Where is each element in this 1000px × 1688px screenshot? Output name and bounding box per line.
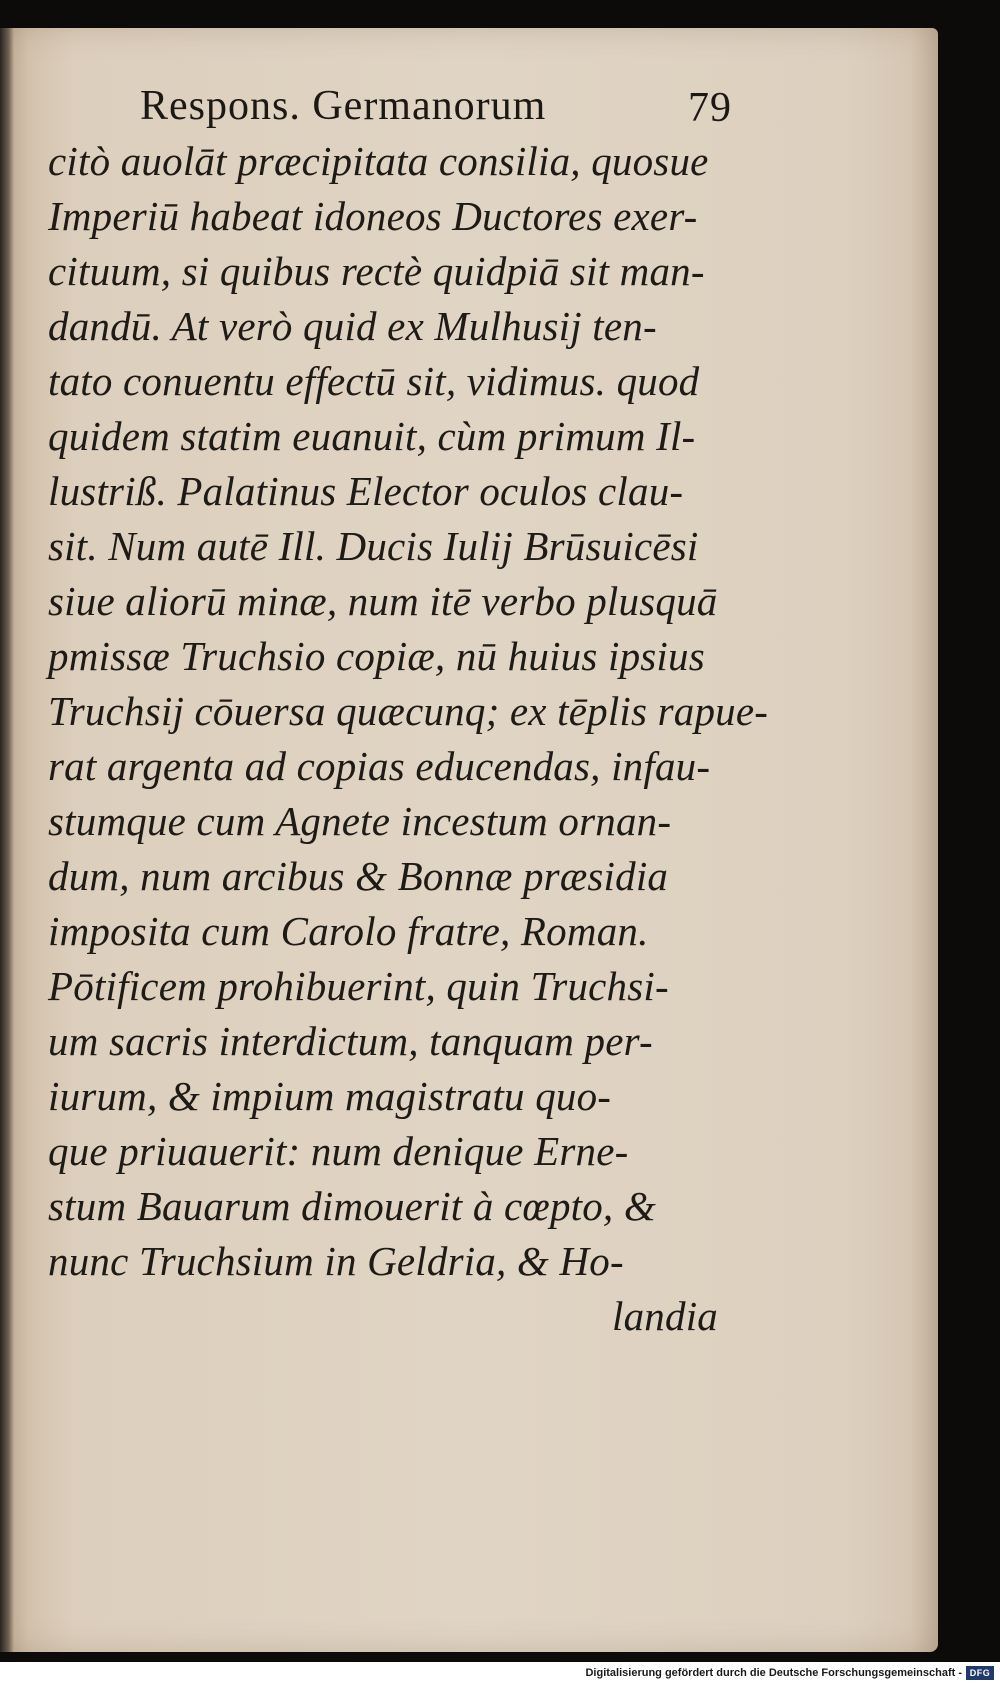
text-line: citò auolāt præcipitata consilia, quosue [48, 138, 709, 184]
catchword: landia [612, 1293, 718, 1339]
running-header [140, 82, 740, 132]
text-line: stum Bauarum dimouerit à cœpto, & [48, 1183, 656, 1229]
text-line: rat argenta ad copias educendas, infau- [48, 743, 711, 789]
text-line: tato conuentu effectū sit, vidimus. quod [48, 358, 700, 404]
dfg-logo: DFG [966, 1666, 994, 1680]
text-line: cituum, si quibus rectè quidpiā sit man- [48, 248, 705, 294]
text-line: lustriß. Palatinus Elector oculos clau- [48, 468, 684, 514]
text-line: siue aliorū minæ, num itē verbo plusquā [48, 578, 718, 624]
text-line: dum, num arcibus & Bonnæ præsidia [48, 853, 669, 899]
text-line: Imperiū habeat idoneos Ductores exer- [48, 193, 698, 239]
text-line: nunc Truchsium in Geldria, & Ho- [48, 1238, 624, 1284]
text-line: Truchsij cōuersa quæcunq; ex tēplis rapue- [48, 688, 769, 734]
body-text [48, 134, 769, 1344]
text-line: iurum, & impium magistratu quo- [48, 1073, 612, 1119]
funding-credit: Digitalisierung gefördert durch die Deutsche Forschungsgemeinschaft - [585, 1667, 962, 1679]
text-line: que priuauerit: num denique Erne- [48, 1128, 629, 1174]
digitization-footer [0, 1662, 1000, 1688]
text-line: pmissæ Truchsio copiæ, nū huius ipsius [48, 633, 705, 679]
text-line: imposita cum Carolo fratre, Roman. [48, 908, 649, 954]
text-line: sit. Num autē Ill. Ducis Iulij Brūsuicēsi [48, 523, 699, 569]
text-line: um sacris interdictum, tanquam per- [48, 1018, 653, 1064]
text-line: dandū. At verò quid ex Mulhusij ten- [48, 303, 657, 349]
page-number: 79 [688, 85, 732, 131]
text-line: stumque cum Agnete incestum ornan- [48, 798, 672, 844]
text-line: Pōtificem prohibuerint, quin Truchsi- [48, 963, 669, 1009]
page-gutter [0, 28, 14, 1652]
text-line: quidem statim euanuit, cùm primum Il- [48, 413, 696, 459]
running-title: Respons. Germanorum [140, 83, 547, 129]
